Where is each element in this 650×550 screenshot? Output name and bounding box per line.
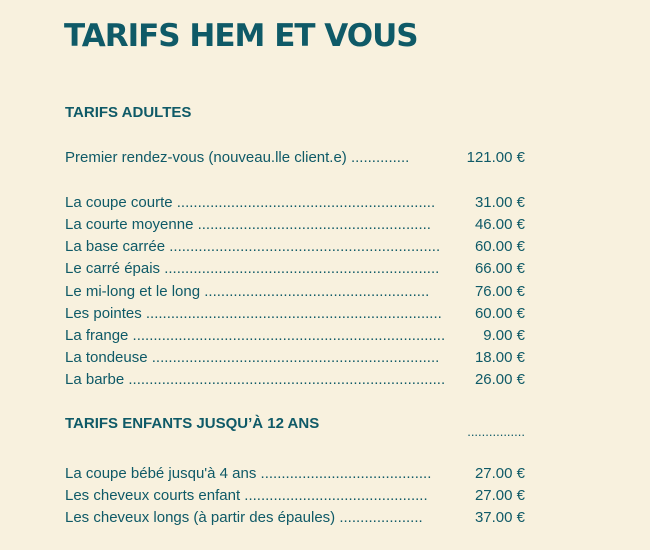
price-row-first-visit [65, 147, 525, 169]
adults-section-heading: TARIFS ADULTES [65, 104, 192, 121]
service-price: 66.00 € [474, 260, 525, 277]
children-section-heading: TARIFS ENFANTS JUSQU’À 12 ANS [65, 415, 320, 432]
price-row [65, 258, 525, 280]
children-heading-dots: ................ [467, 424, 525, 439]
price-row [65, 192, 525, 214]
price-row [65, 214, 525, 236]
service-label: La coupe courte .............................................................. [65, 194, 436, 211]
service-price: 60.00 € [474, 305, 525, 322]
service-label: La barbe ............................................................................ [65, 371, 446, 388]
price-row [65, 281, 525, 303]
service-label: La courte moyenne ........................................................ [65, 216, 431, 233]
service-price: 18.00 € [474, 349, 525, 366]
service-price: 27.00 € [474, 487, 525, 504]
service-price: 27.00 € [474, 465, 525, 482]
service-label: Le mi-long et le long ...................................................... [65, 283, 430, 300]
service-label: Le carré épais .................................................................. [65, 260, 440, 277]
price-row [65, 325, 525, 347]
service-price: 9.00 € [483, 327, 525, 344]
service-price: 76.00 € [474, 283, 525, 300]
service-label: La coupe bébé jusqu'à 4 ans ......................................... [65, 465, 432, 482]
price-row [65, 236, 525, 258]
price-row [65, 369, 525, 391]
service-price: 37.00 € [474, 509, 525, 526]
service-price: 121.00 € [466, 149, 525, 166]
service-label: La base carrée ................................................................. [65, 238, 441, 255]
service-price: 60.00 € [474, 238, 525, 255]
service-label: La tondeuse ..................................................................... [65, 349, 440, 366]
service-price: 46.00 € [474, 216, 525, 233]
price-row [65, 507, 525, 529]
service-price: 31.00 € [474, 194, 525, 211]
service-price: 26.00 € [474, 371, 525, 388]
price-row [65, 485, 525, 507]
service-label: La frange ........................................................................... [65, 327, 446, 344]
service-label: Les cheveux longs (à partir des épaules) .................... [65, 509, 423, 526]
service-label: Les pointes ....................................................................... [65, 305, 442, 322]
price-row [65, 463, 525, 485]
page-title: TARIFS HEM ET VOUS [64, 18, 418, 54]
service-label: Les cheveux courts enfant ............................................ [65, 487, 428, 504]
service-label: Premier rendez-vous (nouveau.lle client.e) .............. [65, 149, 410, 166]
price-row [65, 303, 525, 325]
price-row [65, 347, 525, 369]
